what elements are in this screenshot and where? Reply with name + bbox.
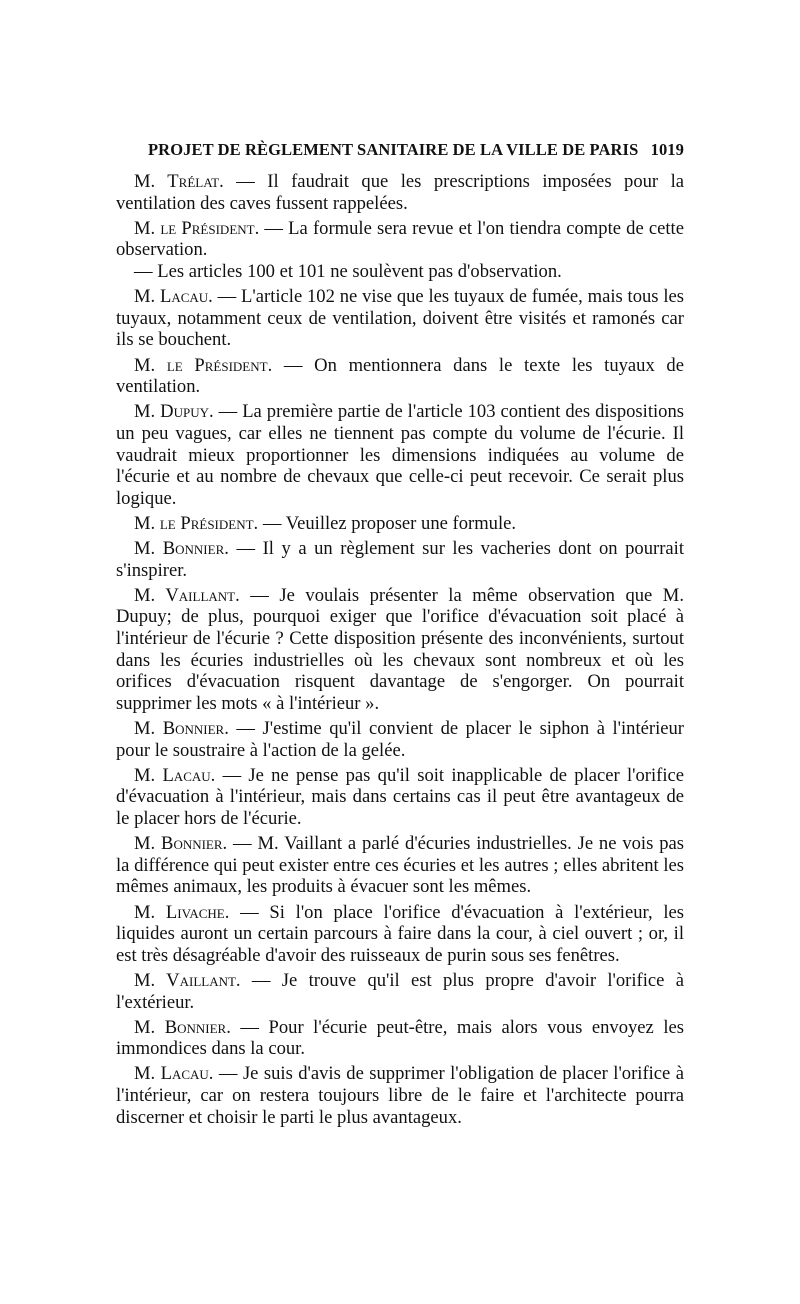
paragraph-text: — Je trouve qu'il est plus propre d'avoir l'orifice à l'extérieur. xyxy=(116,969,684,1013)
paragraph-text: — Les articles 100 et 101 ne soulèvent pas d'observation. xyxy=(134,260,562,282)
paragraph xyxy=(116,765,684,830)
running-title: PROJET DE RÈGLEMENT SANITAIRE DE LA VILLE DE PARIS xyxy=(148,140,639,159)
speaker-name: M. le Président. xyxy=(134,354,273,376)
paragraph-text: — M. Vaillant a parlé d'écuries industrielles. Je ne vois pas la différence qui peut exister entre ces écuries et les autres ; elles abritent les mêmes animaux, les produits à évacuer sont les mêmes. xyxy=(116,833,684,898)
paragraph xyxy=(116,833,684,898)
paragraph-text: — Il y a un règlement sur les vacheries dont on pourrait s'inspirer. xyxy=(116,538,684,581)
speaker-name: M. Bonnier. xyxy=(134,718,229,739)
paragraph-text: — J'estime qu'il convient de placer le siphon à l'intérieur pour le soustraire à l'action de la gelée. xyxy=(116,718,684,761)
speaker-name: M. Bonnier. xyxy=(134,833,228,855)
paragraph-text: — Je voulais présenter la même observation que M. Dupuy; de plus, pourquoi exiger que l'orifice d'évacuation soit placé à l'intérieur de l'écurie ? Cette disposition présente des inconvénients, surtout dans les écuries industrielles où les chevaux sont nombreux et où les orifices d'évacuation risquent davantage de s'engorger. On pourrait supprimer les mots « à l'intérieur ». xyxy=(116,584,684,714)
paragraph xyxy=(116,401,684,509)
page-body xyxy=(116,171,684,1132)
paragraph-text: — Veuillez proposer une formule. xyxy=(258,512,517,534)
speaker-name: M. Livache. xyxy=(134,901,230,923)
paragraph-text: — Pour l'écurie peut-être, mais alors vous envoyez les immondices dans la cour. xyxy=(116,1016,684,1060)
speaker-name: M. Trélat. xyxy=(134,171,224,192)
paragraph xyxy=(116,538,684,581)
speaker-name: M. Vaillant. xyxy=(134,584,240,606)
paragraph xyxy=(116,1063,684,1128)
speaker-name: M. Bonnier. xyxy=(134,538,229,560)
paragraph xyxy=(116,513,684,535)
paragraph xyxy=(116,585,684,715)
paragraph xyxy=(116,355,684,398)
paragraph-text: — Je ne pense pas qu'il soit inapplicable de placer l'orifice d'évacuation à l'intérieur, mais dans certains cas il peut être avantageux de le placer hors de l'écurie. xyxy=(116,764,685,829)
paragraph xyxy=(116,286,684,351)
paragraph xyxy=(116,1017,684,1060)
paragraph-text: — L'article 102 ne vise que les tuyaux de fumée, mais tous les tuyaux, notamment ceux de ventilation, doivent être visités et ramonés car ils se bouchent. xyxy=(116,286,685,351)
speaker-name: M. Lacau. xyxy=(134,286,213,308)
paragraph-text: — Il faudrait que les prescriptions imposées pour la ventilation des caves fussent rappelées. xyxy=(116,171,684,214)
page-number: 1019 xyxy=(650,140,684,159)
paragraph-text: — La première partie de l'article 103 contient des dispositions un peu vagues, car elles ne tiennent pas compte du volume de l'écurie. Il vaudrait mieux proportionner les dimensions indiquées au volume de l'écurie et au nombre de chevaux que celle-ci peut recevoir. Ce serait plus logique. xyxy=(116,401,684,509)
speaker-name: M. le Président. xyxy=(134,217,260,239)
speaker-name: M. Vaillant. xyxy=(134,969,241,991)
speaker-name: M. le Président. xyxy=(134,512,259,534)
paragraph xyxy=(116,718,684,761)
running-header xyxy=(148,140,684,160)
paragraph-text: — Je suis d'avis de supprimer l'obligation de placer l'orifice à l'intérieur, car on restera toujours libre de le faire et l'architecte pourra discerner et choisir le parti le plus avantageux. xyxy=(116,1063,685,1128)
paragraph xyxy=(116,261,684,283)
speaker-name: M. Bonnier. xyxy=(134,1016,231,1038)
paragraph xyxy=(116,970,684,1013)
paragraph xyxy=(116,171,684,214)
paragraph xyxy=(116,218,684,261)
speaker-name: M. Dupuy. xyxy=(134,401,214,423)
paragraph-text: — Si l'on place l'orifice d'évacuation à l'extérieur, les liquides auront un certain parcours à faire dans la cour, à ciel ouvert ; or, il est très désagréable d'avoir des ruisseaux de purin sous ses fenêtres. xyxy=(116,901,685,966)
paragraph xyxy=(116,902,684,967)
speaker-name: M. Lacau. xyxy=(134,764,216,786)
paragraph-text: — La formule sera revue et l'on tiendra compte de cette observation. xyxy=(116,217,684,261)
speaker-name: M. Lacau. xyxy=(134,1063,214,1085)
paragraph-text: — On mentionnera dans le texte les tuyaux de ventilation. xyxy=(116,354,684,398)
